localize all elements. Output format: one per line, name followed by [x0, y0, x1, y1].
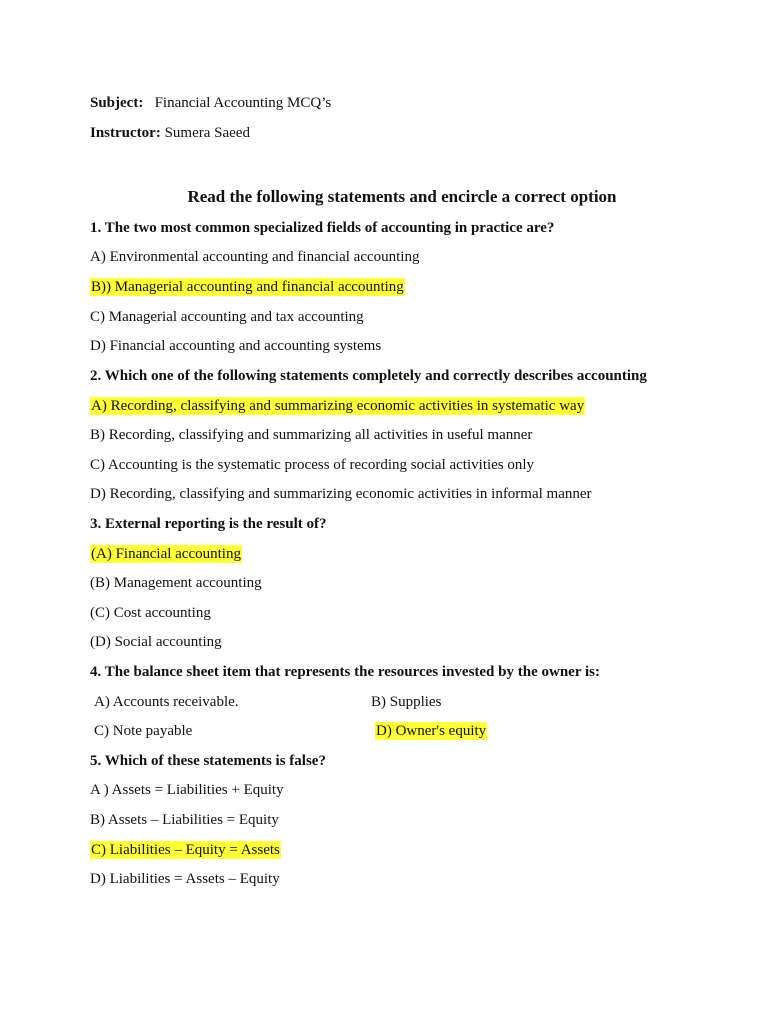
instructions-heading: Read the following statements and encircle a correct option — [187, 187, 617, 206]
instructor-label: Instructor: — [90, 125, 161, 141]
q1-option-a: A) Environmental accounting and financial accounting — [90, 249, 420, 265]
q4-option-d — [375, 722, 487, 740]
instructor-line — [90, 124, 250, 142]
q2-option-c: C) Accounting is the systematic process of recording social activities only — [90, 457, 535, 473]
q2-option-a — [90, 397, 585, 415]
q3-option-d: (D) Social accounting — [90, 634, 222, 650]
question-1: 1. The two most common specialized fields of accounting in practice are? — [90, 220, 555, 236]
q5-option-c-text: C) Liabilities – Equity = Assets — [91, 842, 280, 858]
q4-option-a: A) Accounts receivable. — [94, 694, 239, 710]
subject-line — [90, 94, 331, 112]
question-2: 2. Which one of the following statements completely and correctly describes accounting — [90, 368, 647, 384]
q3-option-a — [90, 545, 242, 563]
subject-value: Financial Accounting MCQ’s — [154, 95, 332, 111]
instructor-value: Sumera Saeed — [164, 125, 250, 141]
q5-option-b: B) Assets – Liabilities = Equity — [90, 812, 279, 828]
question-3: 3. External reporting is the result of? — [90, 516, 327, 532]
q5-option-a: A ) Assets = Liabilities + Equity — [90, 782, 284, 798]
q1-option-b — [90, 278, 405, 296]
question-5: 5. Which of these statements is false? — [90, 753, 326, 769]
q4-option-b: B) Supplies — [371, 694, 442, 710]
q4-option-d-text: D) Owner's equity — [376, 723, 487, 739]
q5-option-c — [90, 841, 281, 859]
q3-option-b: (B) Management accounting — [90, 575, 262, 591]
q3-option-c: (C) Cost accounting — [90, 605, 211, 621]
q2-option-d: D) Recording, classifying and summarizing economic activities in informal manner — [90, 486, 592, 502]
question-4: 4. The balance sheet item that represents the resources invested by the owner is: — [90, 664, 600, 680]
q1-option-c: C) Managerial accounting and tax accounting — [90, 309, 364, 325]
q5-option-d: D) Liabilities = Assets – Equity — [90, 871, 280, 887]
q3-option-a-text: (A) Financial accounting — [91, 546, 241, 562]
subject-label: Subject: — [90, 95, 144, 111]
q4-option-c: C) Note payable — [94, 723, 193, 739]
q1-option-d: D) Financial accounting and accounting systems — [90, 338, 382, 354]
q2-option-b: B) Recording, classifying and summarizing all activities in useful manner — [90, 427, 533, 443]
q2-option-a-text: A) Recording, classifying and summarizing economic activities in systematic way — [91, 398, 585, 414]
q1-option-b-text: B)) Managerial accounting and financial accounting — [91, 279, 404, 295]
